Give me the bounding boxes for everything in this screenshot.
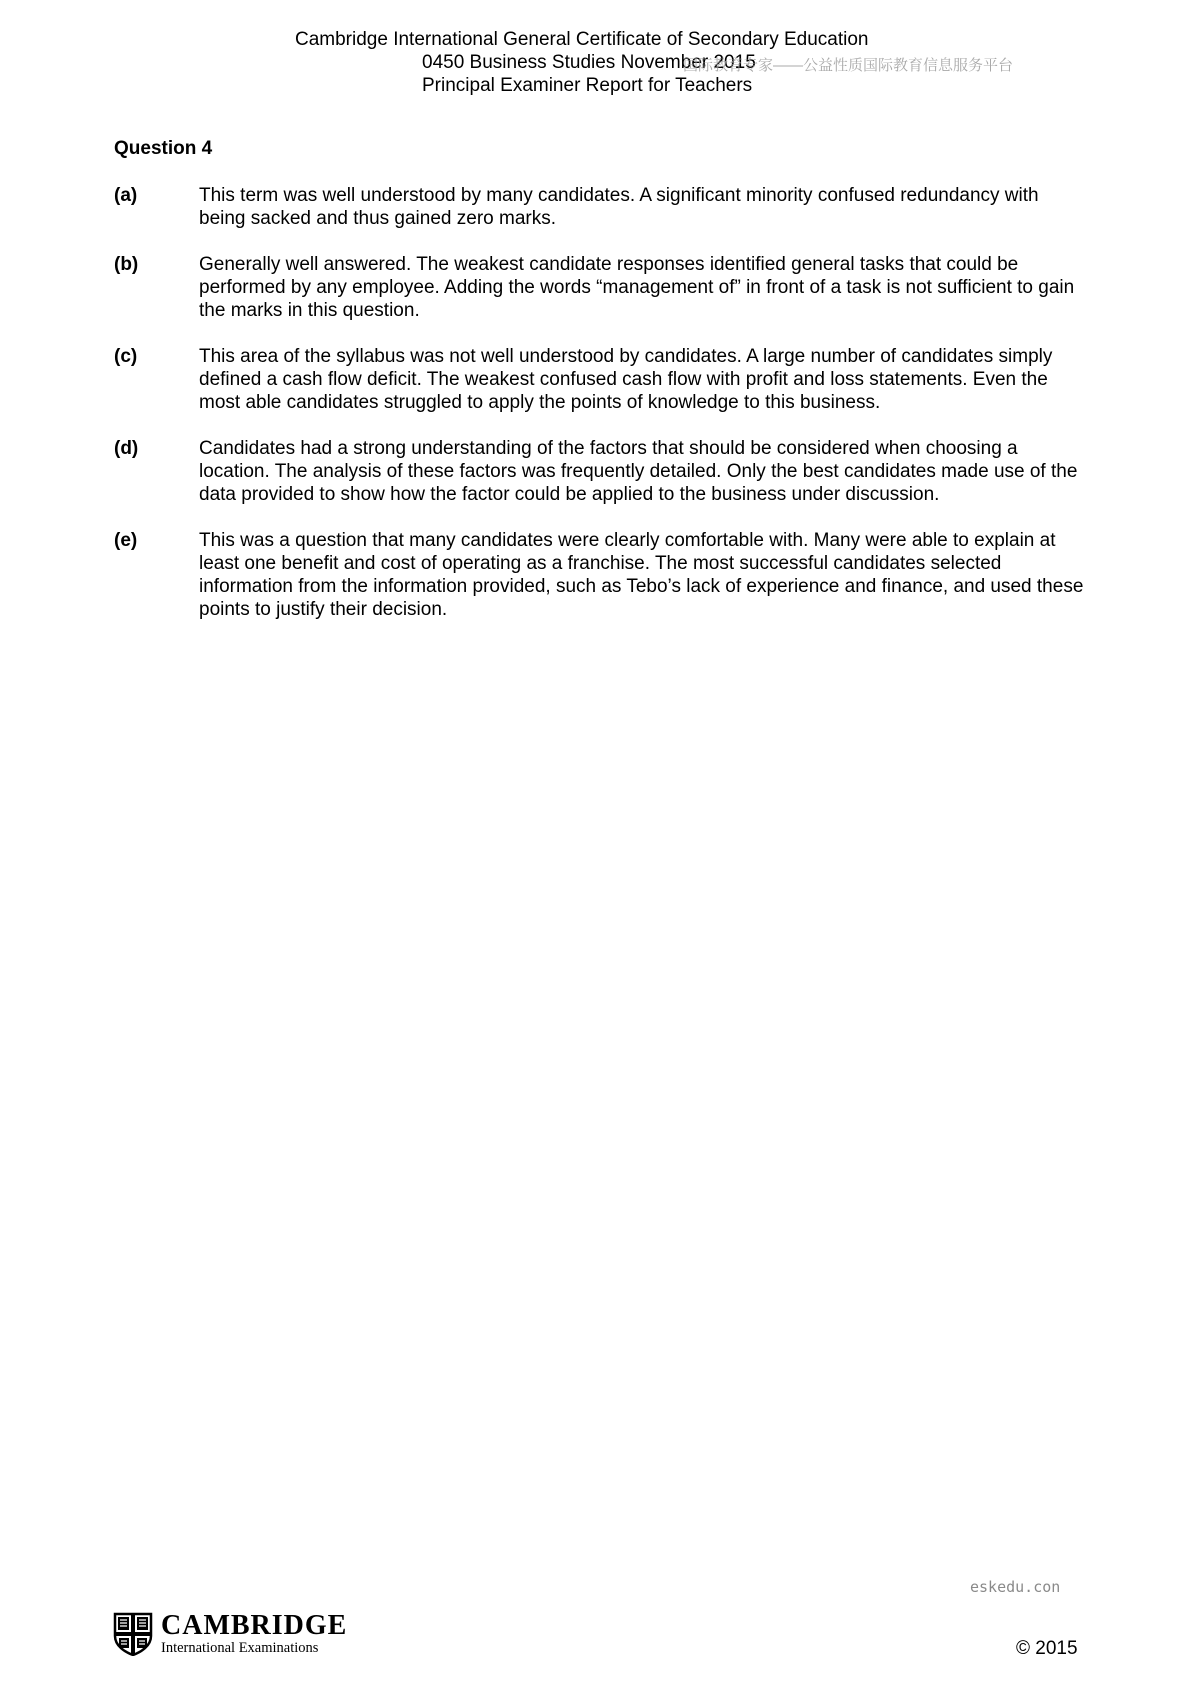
part-label: (e) bbox=[114, 530, 138, 551]
header-syllabus: 0450 Business Studies November 2015 bbox=[422, 52, 756, 73]
part-label: (c) bbox=[114, 346, 138, 367]
part-text: This was a question that many candidates were clearly comfortable with. Many were able to explain at least one benefit and cost of operating as a franchise. The most successful candidates selected information from the information provided, such as Tebo’s lack of experience and finance, and used these points to justify their decision. bbox=[199, 530, 1084, 620]
part-text: Candidates had a strong understanding of the factors that should be considered when choosing a location. The analysis of these factors was frequently detailed. Only the best candidates made use of the data provided to show how the factor could be applied to the business under discussion. bbox=[199, 438, 1078, 505]
part-text: This term was well understood by many candidates. A significant minority confused redundancy with being sacked and thus gained zero marks. bbox=[199, 185, 1039, 229]
part-text: This area of the syllabus was not well understood by candidates. A large number of candidates simply defined a cash flow deficit. The weakest confused cash flow with profit and loss statements. Even the most able candidates struggled to apply the points of knowledge to this business. bbox=[199, 346, 1053, 413]
header-report-title: Principal Examiner Report for Teachers bbox=[422, 75, 753, 96]
part-label: (b) bbox=[114, 254, 139, 275]
logo-subtitle: International Examinations bbox=[161, 1640, 319, 1656]
part-text: Generally well answered. The weakest candidate responses identified general tasks that could be performed by any employee. Adding the words “management of” in front of a task is not sufficient to gain the marks in this question. bbox=[199, 254, 1075, 321]
footer-watermark: eskedu.con bbox=[970, 1578, 1061, 1596]
part-label: (a) bbox=[114, 185, 138, 206]
header-qualification: Cambridge International General Certificate of Secondary Education bbox=[295, 29, 869, 50]
header-watermark: 国际教育专家——公益性质国际教育信息服务平台 bbox=[683, 57, 1014, 74]
cambridge-shield-icon bbox=[113, 1612, 153, 1656]
question-title: Question 4 bbox=[114, 138, 213, 159]
part-label: (d) bbox=[114, 438, 139, 459]
cambridge-logo bbox=[113, 1612, 347, 1656]
logo-name: CAMBRIDGE bbox=[161, 1610, 348, 1641]
copyright: © 2015 bbox=[1016, 1638, 1078, 1659]
